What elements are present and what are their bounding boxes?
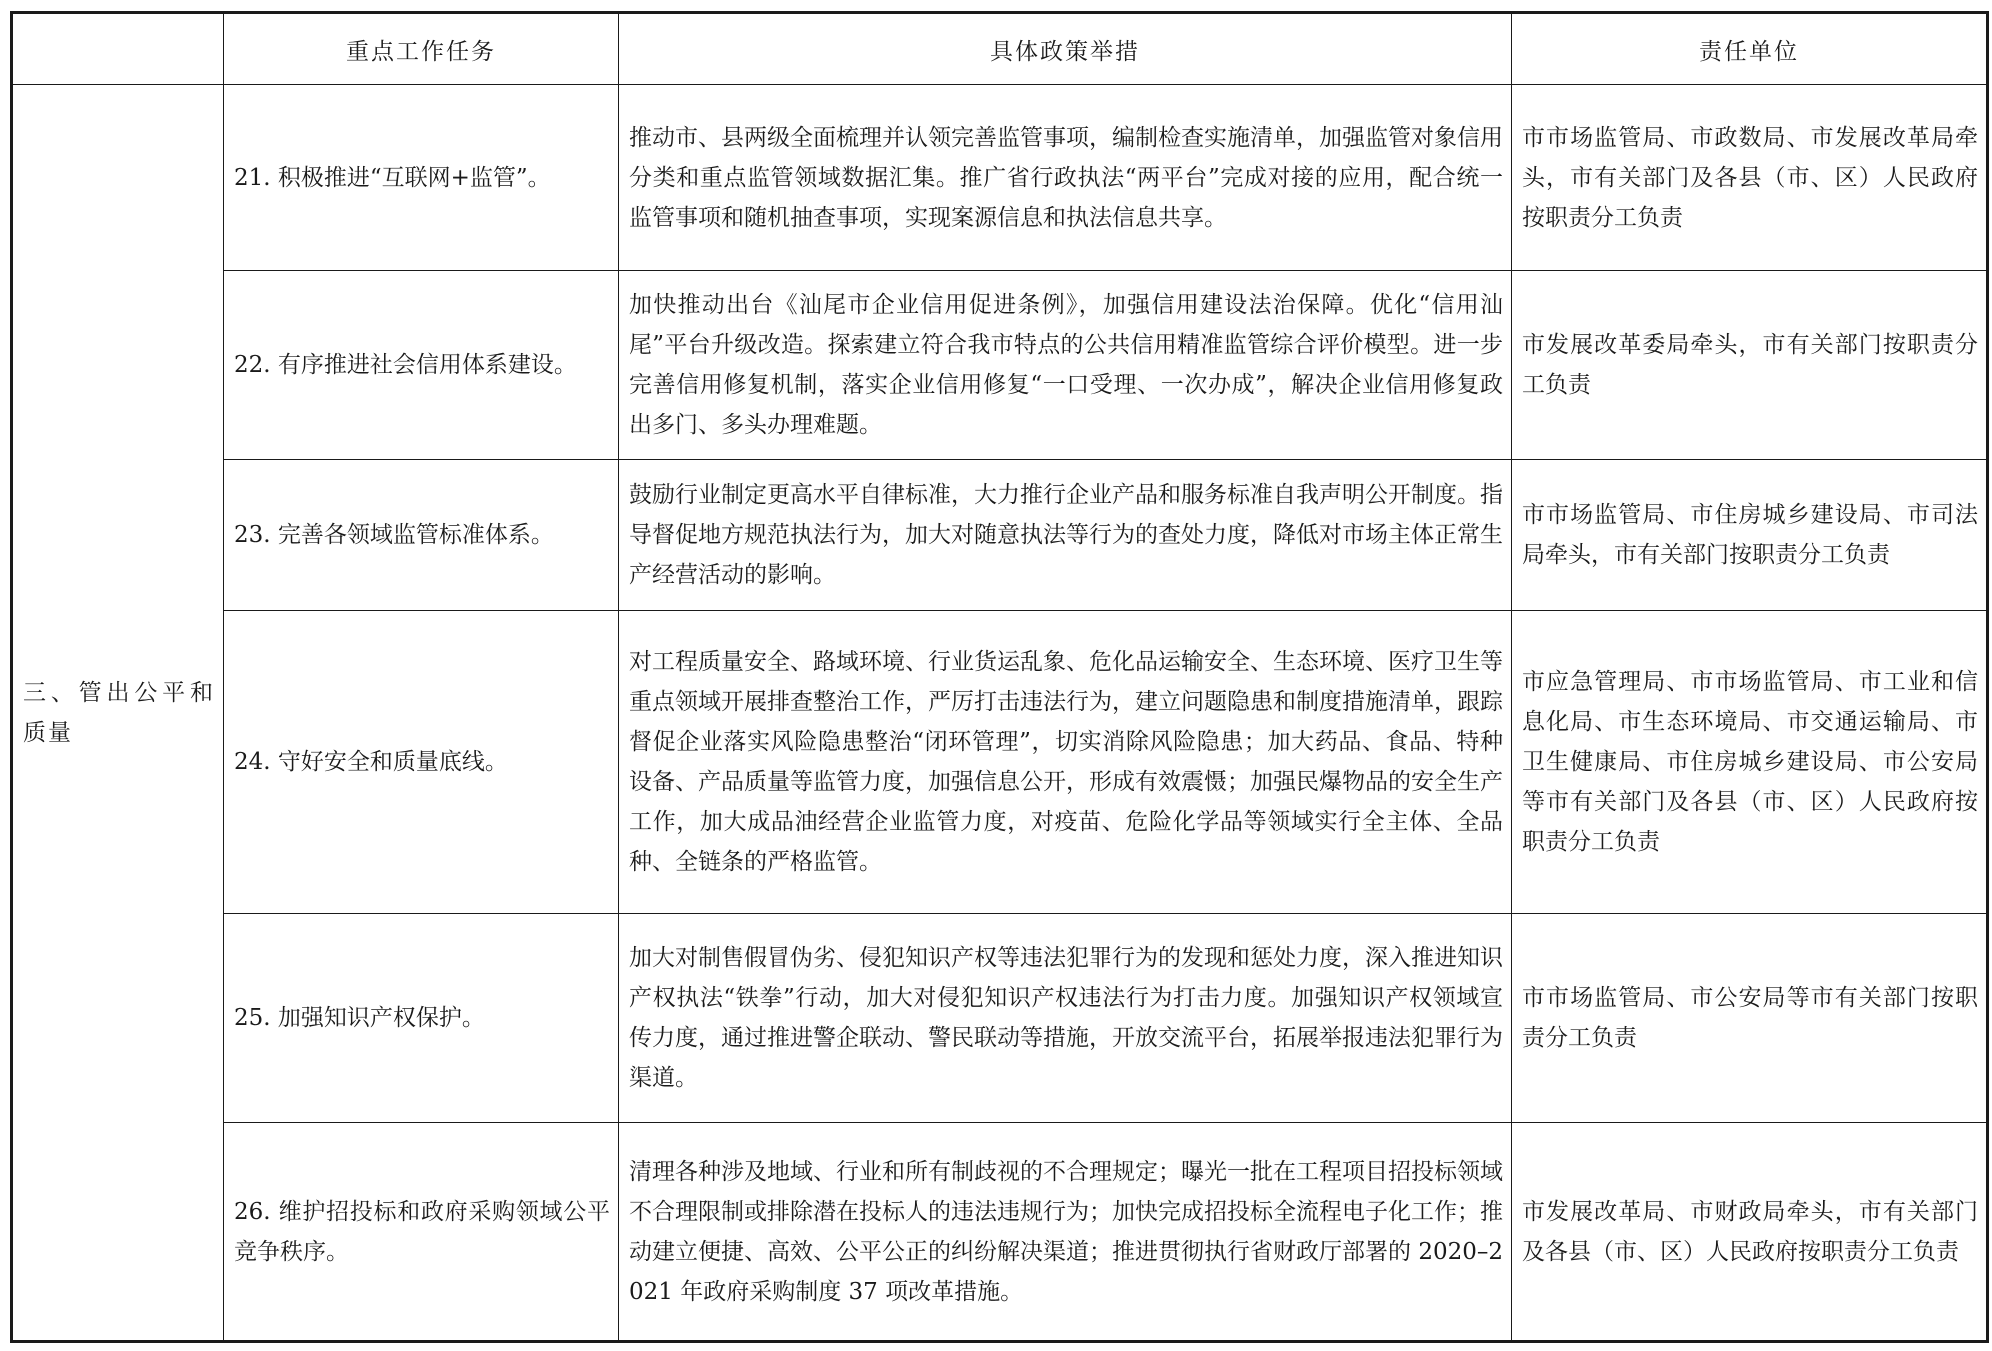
table-row [12,271,1988,460]
unit-text: 市市场监管局、市政数局、市发展改革局牵头，市有关部门及各县（市、区）人民政府按职责分工负责 [1522,124,1978,231]
task-cell [224,460,619,611]
task-text: 21. 积极推进“互联网+监管”。 [234,164,551,191]
measures-cell [619,611,1512,914]
measures-cell [619,85,1512,271]
section-cell [12,85,224,1342]
policy-table [10,11,1989,1343]
section-label: 三、管出公平和质量 [23,679,215,746]
task-text: 22. 有序推进社会信用体系建设。 [234,352,577,378]
task-cell [224,271,619,460]
measures-cell [619,914,1512,1123]
task-cell [224,1123,619,1342]
unit-text: 市市场监管局、市住房城乡建设局、市司法局牵头，市有关部门按职责分工负责 [1522,502,1978,568]
measures-text: 清理各种涉及地域、行业和所有制歧视的不合理规定；曝光一批在工程项目招投标领域不合理限制或排除潜在投标人的违法违规行为；加快完成招投标全流程电子化工作；推动建立便捷、高效、公平公正的纠纷解决渠道；推进贯彻执行省财政厅部署的 2020–2021 年政府采购制度 37 项改革措施。 [629,1158,1503,1305]
unit-cell [1512,460,1988,611]
task-cell [224,914,619,1123]
measures-text: 推动市、县两级全面梳理并认领完善监管事项，编制检查实施清单，加强监管对象信用分类和重点监管领域数据汇集。推广省行政执法“两平台”完成对接的应用，配合统一监管事项和随机抽查事项，实现案源信息和执法信息共享。 [629,124,1503,231]
measures-text: 对工程质量安全、路域环境、行业货运乱象、危化品运输安全、生态环境、医疗卫生等重点领域开展排查整治工作，严厉打击违法行为，建立问题隐患和制度措施清单，跟踪督促企业落实风险隐患整治“闭环管理”，切实消除风险隐患；加大药品、食品、特种设备、产品质量等监管力度，加强信息公开，形成有效震慑；加强民爆物品的安全生产工作，加大成品油经营企业监管力度，对疫苗、危险化学品等领域实行全主体、全品种、全链条的严格监管。 [629,649,1503,875]
unit-cell [1512,271,1988,460]
unit-cell [1512,914,1988,1123]
task-cell [224,85,619,271]
table-row [12,460,1988,611]
header-measures: 具体政策举措 [619,13,1512,85]
header-row [12,13,1988,85]
unit-text: 市发展改革委局牵头，市有关部门按职责分工负责 [1522,332,1978,398]
task-text: 26. 维护招投标和政府采购领域公平竞争秩序。 [234,1198,610,1265]
measures-text: 加快推动出台《汕尾市企业信用促进条例》，加强信用建设法治保障。优化“信用汕尾”平台升级改造。探索建立符合我市特点的公共信用精准监管综合评价模型。进一步完善信用修复机制，落实企业信用修复“一口受理、一次办成”，解决企业信用修复政出多门、多头办理难题。 [629,292,1503,438]
task-text: 23. 完善各领域监管标准体系。 [234,522,554,548]
measures-cell [619,460,1512,611]
task-text: 24. 守好安全和质量底线。 [234,749,508,775]
unit-text: 市应急管理局、市市场监管局、市工业和信息化局、市生态环境局、市交通运输局、市卫生健康局、市住房城乡建设局、市公安局等市有关部门及各县（市、区）人民政府按职责分工负责 [1522,669,1978,855]
unit-cell [1512,1123,1988,1342]
task-text: 25. 加强知识产权保护。 [234,1005,485,1031]
table-row [12,85,1988,271]
unit-cell [1512,85,1988,271]
unit-text: 市市场监管局、市公安局等市有关部门按职责分工负责 [1522,985,1978,1051]
task-cell [224,611,619,914]
header-task: 重点工作任务 [224,13,619,85]
header-unit: 责任单位 [1512,13,1988,85]
unit-cell [1512,611,1988,914]
table-row [12,1123,1988,1342]
measures-text: 鼓励行业制定更高水平自律标准，大力推行企业产品和服务标准自我声明公开制度。指导督促地方规范执法行为，加大对随意执法等行为的查处力度，降低对市场主体正常生产经营活动的影响。 [629,482,1503,588]
table-row [12,914,1988,1123]
measures-text: 加大对制售假冒伪劣、侵犯知识产权等违法犯罪行为的发现和惩处力度，深入推进知识产权执法“铁拳”行动，加大对侵犯知识产权违法行为打击力度。加强知识产权领域宣传力度，通过推进警企联动、警民联动等措施，开放交流平台，拓展举报违法犯罪行为渠道。 [629,945,1503,1091]
unit-text: 市发展改革局、市财政局牵头，市有关部门及各县（市、区）人民政府按职责分工负责 [1522,1198,1978,1265]
measures-cell [619,271,1512,460]
table-row [12,611,1988,914]
measures-cell [619,1123,1512,1342]
header-section [12,13,224,85]
